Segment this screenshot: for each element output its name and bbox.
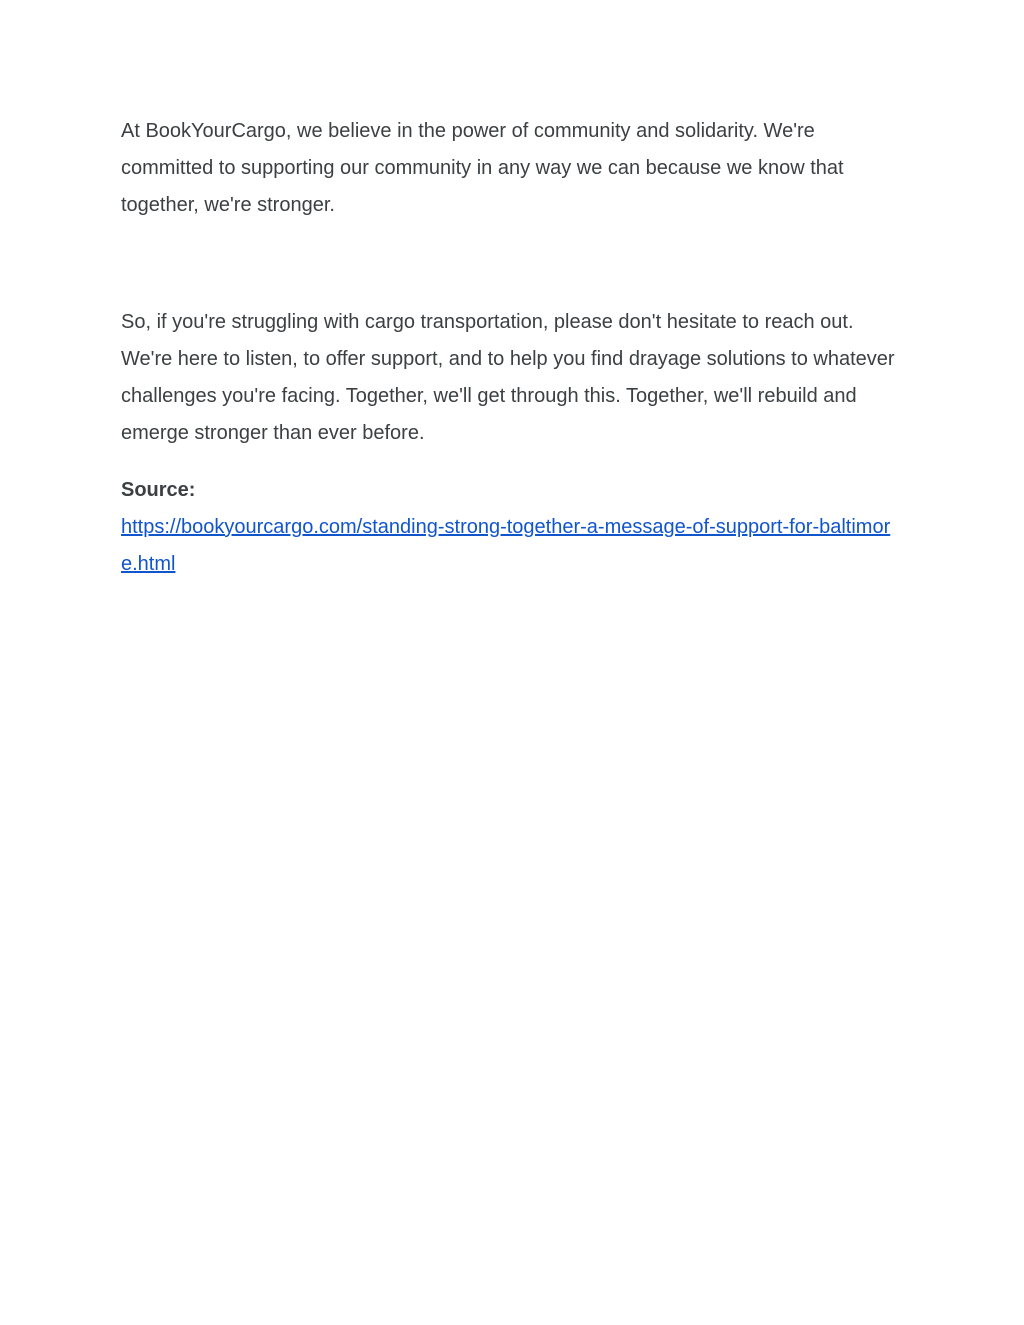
- source-link[interactable]: [121, 509, 911, 583]
- paragraph-line: At BookYourCargo, we believe in the power of community and solidarity. We're: [121, 120, 815, 142]
- paragraph-line: challenges you're facing. Together, we'll get through this. Together, we'll rebuild and: [121, 385, 857, 407]
- paragraph-line: So, if you're struggling with cargo transportation, please don't hesitate to reach out.: [121, 311, 854, 333]
- source-link-line: https://bookyourcargo.com/standing-strong-together-a-message-of-support-for-baltimor: [121, 516, 891, 538]
- document-body: [121, 113, 911, 583]
- paragraph-line: together, we're stronger.: [121, 194, 335, 216]
- paragraph-support: [121, 304, 911, 452]
- paragraph-line: committed to supporting our community in any way we can because we know that: [121, 157, 844, 179]
- paragraph-line: We're here to listen, to offer support, and to help you find drayage solutions to whatever: [121, 348, 895, 370]
- paragraph-line: emerge stronger than ever before.: [121, 422, 425, 444]
- source-link-line: e.html: [121, 553, 176, 575]
- source-block: [121, 472, 911, 583]
- paragraph-community: [121, 113, 911, 224]
- source-label: Source:: [121, 479, 196, 501]
